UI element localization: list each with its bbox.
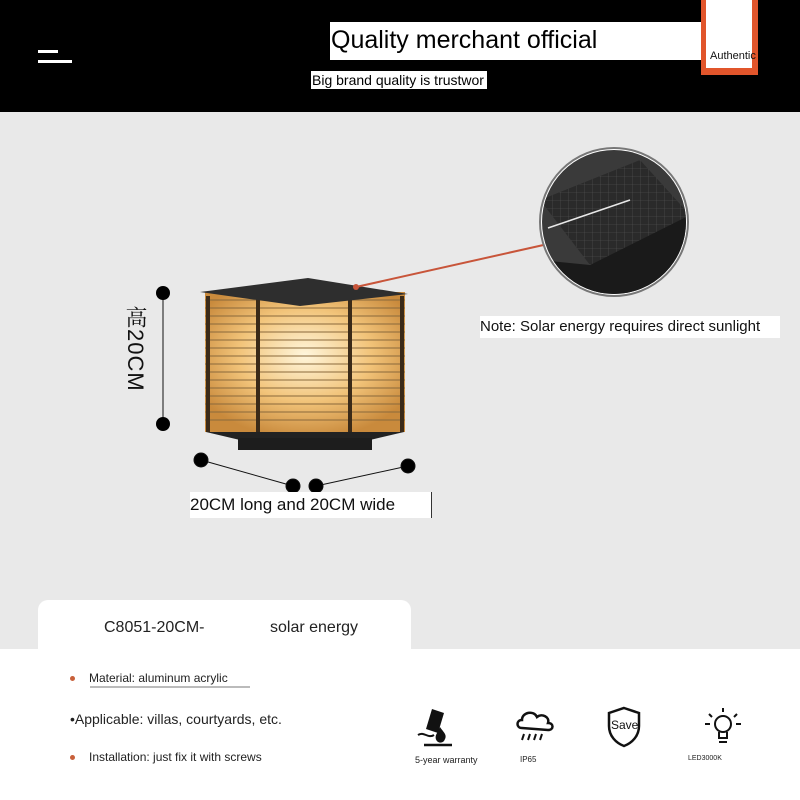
feature-material (70, 671, 228, 685)
model-code: C8051-20CM- (104, 619, 205, 636)
size-label: 20CM long and 20CM wide (190, 492, 432, 518)
feature-text: •Applicable: villas, courtyards, etc. (70, 711, 282, 727)
model-type: solar energy (270, 619, 359, 636)
ip-rating-label: IP65 (520, 755, 537, 764)
led-label: LED3000K (688, 755, 722, 762)
light-bulb-icon (703, 706, 743, 748)
rain-cloud-icon (512, 708, 556, 744)
feature-installation (70, 750, 262, 764)
feature-text: Material: aluminum acrylic (89, 671, 228, 685)
height-label: 高20CM (123, 306, 148, 392)
warranty-label: 5-year warranty (415, 755, 478, 765)
lamp-foot (238, 438, 372, 450)
solar-lamp (200, 278, 408, 450)
page-title: Quality merchant official (331, 26, 598, 54)
sunlight-note: Note: Solar energy requires direct sunlight (480, 316, 780, 338)
size-dimension (194, 453, 415, 493)
feature-text: Installation: just fix it with screws (89, 750, 262, 764)
page-subtitle: Big brand quality is trustwor (311, 71, 487, 89)
bullet-icon (70, 676, 75, 681)
callout-line (356, 244, 548, 287)
authentic-badge-label: Authentic (710, 50, 756, 62)
callout-dot (353, 284, 359, 290)
feature-applicable (70, 711, 282, 727)
feature-material-subline (90, 685, 260, 689)
warranty-icon (414, 705, 458, 749)
bullet-icon (70, 755, 75, 760)
height-dimension (156, 286, 170, 431)
lamp-glow (205, 292, 405, 432)
save-label: Save (611, 718, 639, 732)
